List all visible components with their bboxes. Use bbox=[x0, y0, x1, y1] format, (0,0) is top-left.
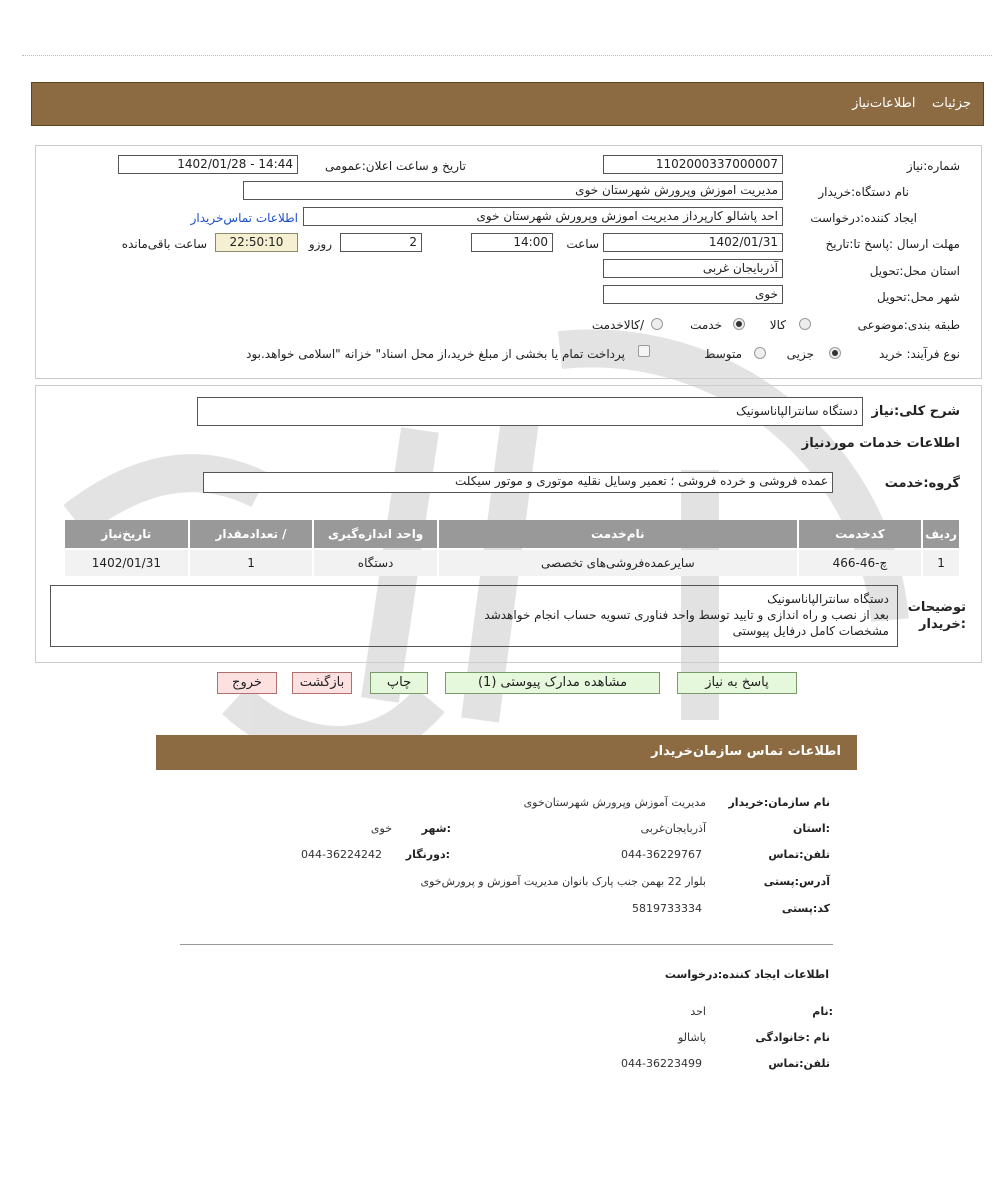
back-button[interactable]: بازگشت bbox=[292, 672, 352, 694]
radio-goods-service[interactable] bbox=[651, 318, 663, 330]
postal-label: کد:پستی bbox=[781, 902, 830, 915]
cell-need-date: 1402/01/31 bbox=[65, 550, 188, 576]
province-contact-value: آذربایجان‌غربی bbox=[640, 822, 706, 835]
buyer-notes-box bbox=[50, 585, 898, 647]
service-group-label: گروه:خدمت bbox=[884, 476, 960, 491]
exit-button[interactable]: خروج bbox=[217, 672, 277, 694]
name-label: :نام bbox=[812, 1005, 833, 1018]
buyer-note-line: بعد از نصب و راه اندازی و تایید توسط واحد فناوری تسویه حساب انجام خواهدشد bbox=[484, 608, 889, 622]
reply-button[interactable]: پاسخ به نیاز bbox=[677, 672, 797, 694]
announce-field: 1402/01/28 - 14:44 bbox=[118, 155, 298, 174]
contact-section-header bbox=[156, 735, 857, 770]
announce-label: تاریخ و ساعت اعلان:عمومی bbox=[324, 159, 466, 173]
service-group-field: عمده فروشی و خرده فروشی ؛ تعمیر وسایل نقلیه موتوری و موتور سیکلت bbox=[203, 472, 833, 493]
category-goods-label: کالا bbox=[769, 318, 786, 332]
print-button[interactable]: چاپ bbox=[370, 672, 428, 694]
deadline-time-label: ساعت bbox=[566, 237, 599, 251]
fax-value: 044-36224242 bbox=[301, 848, 382, 861]
cell-unit: دستگاه bbox=[314, 550, 437, 576]
deadline-label: مهلت ارسال :پاسخ تا:تاریخ bbox=[825, 237, 960, 251]
org-value: مدیریت آموزش وپرورش شهرستان‌خوی bbox=[523, 796, 706, 809]
treasury-payment-checkbox[interactable] bbox=[638, 345, 650, 357]
need-number-field: 1102000337000007 bbox=[603, 155, 783, 174]
cell-service-code: چ-46-466 bbox=[799, 550, 921, 576]
creator-field: احد پاشالو کارپرداز مدیریت اموزش وپرورش شهرستان خوی bbox=[303, 207, 783, 226]
attachments-button[interactable]: مشاهده مدارک پیوستی (1) bbox=[445, 672, 660, 694]
buyer-notes-label-1: توضیحات bbox=[907, 600, 966, 615]
tab-details[interactable]: جزئیات bbox=[932, 96, 971, 111]
postal-value: 5819733334 bbox=[632, 902, 702, 915]
buyer-notes-label-2: :خریدار bbox=[919, 617, 966, 632]
page-header-bar bbox=[31, 82, 984, 126]
org-label: نام سازمان:خریدار bbox=[728, 796, 830, 809]
category-service-label: خدمت bbox=[690, 318, 722, 332]
services-table bbox=[63, 518, 961, 578]
need-number-label: شماره:نیاز bbox=[906, 159, 960, 173]
tab-need-info[interactable]: اطلاعات‌نیاز bbox=[852, 96, 916, 111]
phone-label: تلفن:تماس bbox=[768, 848, 830, 861]
days-label: روزو bbox=[308, 237, 332, 251]
buyer-label: نام دستگاه:خریدار bbox=[818, 185, 909, 199]
address-value: بلوار 22 بهمن جنب پارک بانوان مدیریت آموزش و پرورش‌خوی bbox=[420, 875, 706, 888]
col-need-date: تاریخ‌نیاز bbox=[65, 520, 188, 548]
deadline-date-field: 1402/01/31 bbox=[603, 233, 783, 252]
radio-medium[interactable] bbox=[754, 347, 766, 359]
phone-value: 044-36229767 bbox=[621, 848, 702, 861]
fax-label: :دورنگار bbox=[405, 848, 450, 861]
col-quantity: / تعدادمقدار bbox=[190, 520, 313, 548]
province-label: استان محل:تحویل bbox=[869, 264, 960, 278]
radio-service[interactable] bbox=[733, 318, 745, 330]
category-label: طبقه بندی:موضوعی bbox=[857, 318, 960, 332]
col-row: ردیف bbox=[923, 520, 959, 548]
general-desc-field: دستگاه سانترالپاناسونیک bbox=[197, 397, 863, 426]
name-value: احد bbox=[690, 1005, 706, 1018]
city-contact-value: خوی bbox=[370, 822, 392, 835]
treasury-payment-note: پرداخت تمام یا بخشی از مبلغ خرید،از محل اسناد" خزانه "اسلامی خواهد.بود bbox=[246, 347, 625, 361]
col-service-name: نام‌خدمت bbox=[439, 520, 797, 548]
process-partial-label: جزیی bbox=[786, 347, 814, 361]
col-unit: واحد اندازه‌گیری bbox=[314, 520, 437, 548]
contact-divider bbox=[180, 944, 833, 945]
deadline-time-field: 14:00 bbox=[471, 233, 553, 252]
family-value: پاشالو bbox=[677, 1031, 706, 1044]
city-field: خوی bbox=[603, 285, 783, 304]
city-label: شهر محل:تحویل bbox=[876, 290, 960, 304]
col-service-code: کدخدمت bbox=[799, 520, 921, 548]
buyer-note-line: مشخصات کامل درفایل پیوستی bbox=[732, 624, 889, 638]
category-both-label: /کالاخدمت bbox=[591, 318, 644, 332]
top-divider bbox=[22, 55, 992, 56]
buyer-note-line: دستگاه سانترالپاناسونیک bbox=[767, 592, 889, 606]
days-field: 2 bbox=[340, 233, 422, 252]
province-field: آذربایجان غربی bbox=[603, 259, 783, 278]
remaining-timer: 22:50:10 bbox=[215, 233, 298, 252]
cell-row: 1 bbox=[923, 550, 959, 576]
process-label: نوع فرآیند: خرید bbox=[879, 347, 960, 361]
cell-quantity: 1 bbox=[190, 550, 313, 576]
cell-service-name: سایرعمده‌فروشی‌های تخصصی bbox=[439, 550, 797, 576]
services-section-title: اطلاعات خدمات موردنیاز bbox=[801, 436, 960, 451]
process-medium-label: متوسط bbox=[704, 347, 742, 361]
general-desc-label: شرح کلی:نیاز bbox=[871, 404, 960, 419]
creator-phone-value: 044-36223499 bbox=[621, 1057, 702, 1070]
contact-section-title: اطلاعات تماس سازمان‌خریدار bbox=[651, 744, 841, 759]
table-row bbox=[65, 550, 959, 576]
province-contact-label: :استان bbox=[793, 822, 830, 835]
buyer-field: مدیریت اموزش وپرورش شهرستان خوی bbox=[243, 181, 783, 200]
address-label: آدرس:پستی bbox=[763, 875, 830, 888]
buyer-contact-link[interactable]: اطلاعات تماس‌خریدار bbox=[190, 211, 298, 225]
remaining-label: ساعت باقی‌مانده bbox=[121, 237, 207, 251]
radio-goods[interactable] bbox=[799, 318, 811, 330]
creator-label: ایجاد کننده:درخواست bbox=[810, 211, 917, 225]
radio-partial[interactable] bbox=[829, 347, 841, 359]
city-contact-label: :شهر bbox=[421, 822, 451, 835]
creator-section-title: اطلاعات ایجاد کننده:درخواست bbox=[664, 968, 829, 981]
creator-phone-label: تلفن:تماس bbox=[768, 1057, 830, 1070]
family-label: نام :خانوادگی bbox=[755, 1031, 830, 1044]
